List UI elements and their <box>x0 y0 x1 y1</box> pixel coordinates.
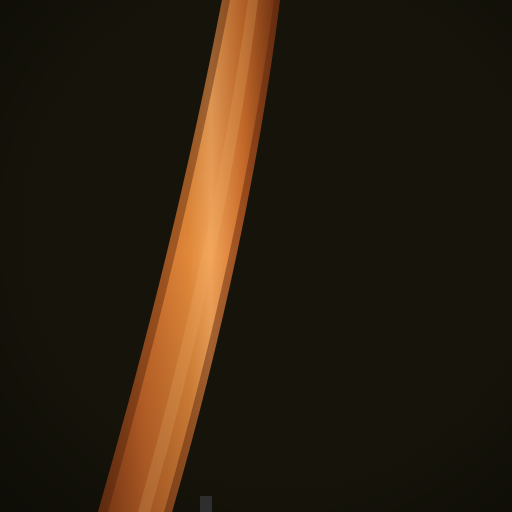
small-dark-object <box>200 496 212 512</box>
